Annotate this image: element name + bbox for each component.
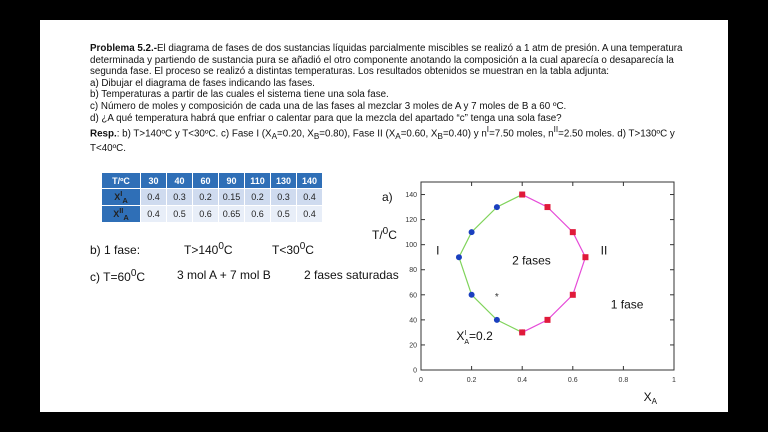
table-cell: 0.15 (219, 189, 245, 206)
slide (40, 20, 728, 412)
table-cell: 0.4 (141, 189, 167, 206)
series-label-I: I (436, 243, 440, 258)
part-a-label: a) (382, 190, 393, 204)
table-cell: 110 (245, 173, 271, 189)
data-point-II (570, 229, 576, 235)
table-row-label: $X^I_A$ (102, 189, 141, 206)
data-point-I (456, 254, 462, 260)
table-cell: 0.2 (193, 189, 219, 206)
table-cell: 90 (219, 173, 245, 189)
table-header-label: T/ºC (102, 173, 141, 189)
problem-title: Problema 5.2.- (90, 43, 157, 54)
table-cell: 0.2 (245, 189, 271, 206)
data-point-II (519, 329, 525, 335)
table-row-label: $X^{II}_A$ (102, 205, 141, 222)
answer: Resp.: b) T>140ºC y T<30ºC. c) Fase I ($X_A=0.20$, $X_B=0.80$), Fase II ($X_A=0.60$, $X_B=0.40$) y $n^I=7.50$ moles, $n^{II}=2.50$ moles. d) T>130ºC y T<40ºC. (90, 125, 675, 154)
question-c: c) Número de moles y composición de cada una de las fases al mezclar 3 moles de A y 7 moles de B a 60 ºC. (90, 100, 567, 112)
table-cell: 0.4 (297, 205, 323, 222)
table-cell: 0.6 (193, 205, 219, 222)
y-tick-label: 100 (405, 242, 417, 250)
y-tick-label: 40 (409, 317, 417, 325)
table-cell: 0.3 (167, 189, 193, 206)
table-cell: 0.6 (245, 205, 271, 222)
problem-statement (90, 43, 702, 155)
x-tick-label: 0.2 (466, 377, 477, 384)
y-tick-label: 60 (409, 292, 417, 300)
question-a: a) Dibujar el diagrama de fases indicando las fases. (90, 77, 315, 89)
data-point-II (582, 254, 588, 260)
y-tick-label: 20 (409, 342, 417, 350)
phase-diagram-chart (364, 174, 694, 404)
table-cell: 60 (193, 173, 219, 189)
series-label-II: II (600, 243, 608, 258)
table-row-phase-1 (102, 189, 323, 206)
x-tick-label: 0.8 (618, 377, 629, 384)
data-point-II (519, 192, 525, 198)
answer-label: Resp. (90, 128, 117, 140)
question-d: d) ¿A qué temperatura habrá que enfriar o calentar para que la mezcla del apartado “c” tenga una sola fase? (90, 112, 562, 124)
question-b: b) Temperaturas a partir de las cuales el sistema tiene una sola fase. (90, 89, 389, 101)
part-c-phases: 2 fases saturadas (304, 268, 399, 282)
two-phases-label: 2 fases (512, 253, 551, 268)
data-point-II (545, 204, 551, 210)
y-tick-label: 0 (413, 367, 417, 375)
table-cell: 0.65 (219, 205, 245, 222)
part-c-temp: c) $T=60^0C$ (90, 268, 146, 284)
y-tick-label: 120 (405, 217, 417, 225)
part-b-low-temp: $T<30^0C$ (272, 241, 314, 257)
temperature-axis-label: T/$^0$C (372, 226, 397, 242)
mixture-point-mark: * (494, 291, 499, 303)
table-cell: 0.5 (167, 205, 193, 222)
x-axis-label: $X_A$ (643, 390, 657, 404)
x-tick-label: 0.6 (567, 377, 578, 384)
table-row-temperature (102, 173, 323, 189)
part-b-label: b) 1 fase: (90, 243, 141, 257)
y-tick-label: 140 (405, 192, 417, 200)
x-tick-label: 0 (419, 377, 423, 384)
data-point-I (469, 229, 475, 235)
data-point-I (494, 204, 500, 210)
table-cell: 30 (141, 173, 167, 189)
table-row-phase-2 (102, 205, 323, 222)
part-b-high-temp: $T>140^0C$ (184, 241, 233, 257)
data-point-II (545, 317, 551, 323)
table-cell: 140 (297, 173, 323, 189)
data-point-I (494, 317, 500, 323)
problem-intro: Problema 5.2.-El diagrama de fases de dos sustancias líquidas parcialmente miscibles se realizó a 1 atm de presión. A una temperatura determinada y partiendo de sustancia pura se añadió el otro componente anotando la composición a la cual aparecía o desaparecía la segunda fase. El proceso se realizó a distintas temperaturas. Los resultados obtenidos se muestran en la tabla adjunta: (90, 43, 683, 78)
xa-annotation: $X^I$ A=0.2 (456, 328, 493, 346)
table-cell: 0.5 (271, 205, 297, 222)
x-tick-label: 1 (672, 377, 676, 384)
one-phase-label: 1 fase (610, 297, 644, 312)
y-tick-label: 80 (409, 267, 417, 275)
table-cell: 0.3 (271, 189, 297, 206)
data-table (101, 172, 323, 223)
data-point-II (570, 292, 576, 298)
table-cell: 40 (167, 173, 193, 189)
x-tick-label: 0.4 (517, 377, 528, 384)
part-c-mixture: 3 mol A + 7 mol B (177, 268, 271, 282)
data-point-I (469, 292, 475, 298)
table-cell: 0.4 (141, 205, 167, 222)
table-cell: 130 (271, 173, 297, 189)
table-cell: 0.4 (297, 189, 323, 206)
